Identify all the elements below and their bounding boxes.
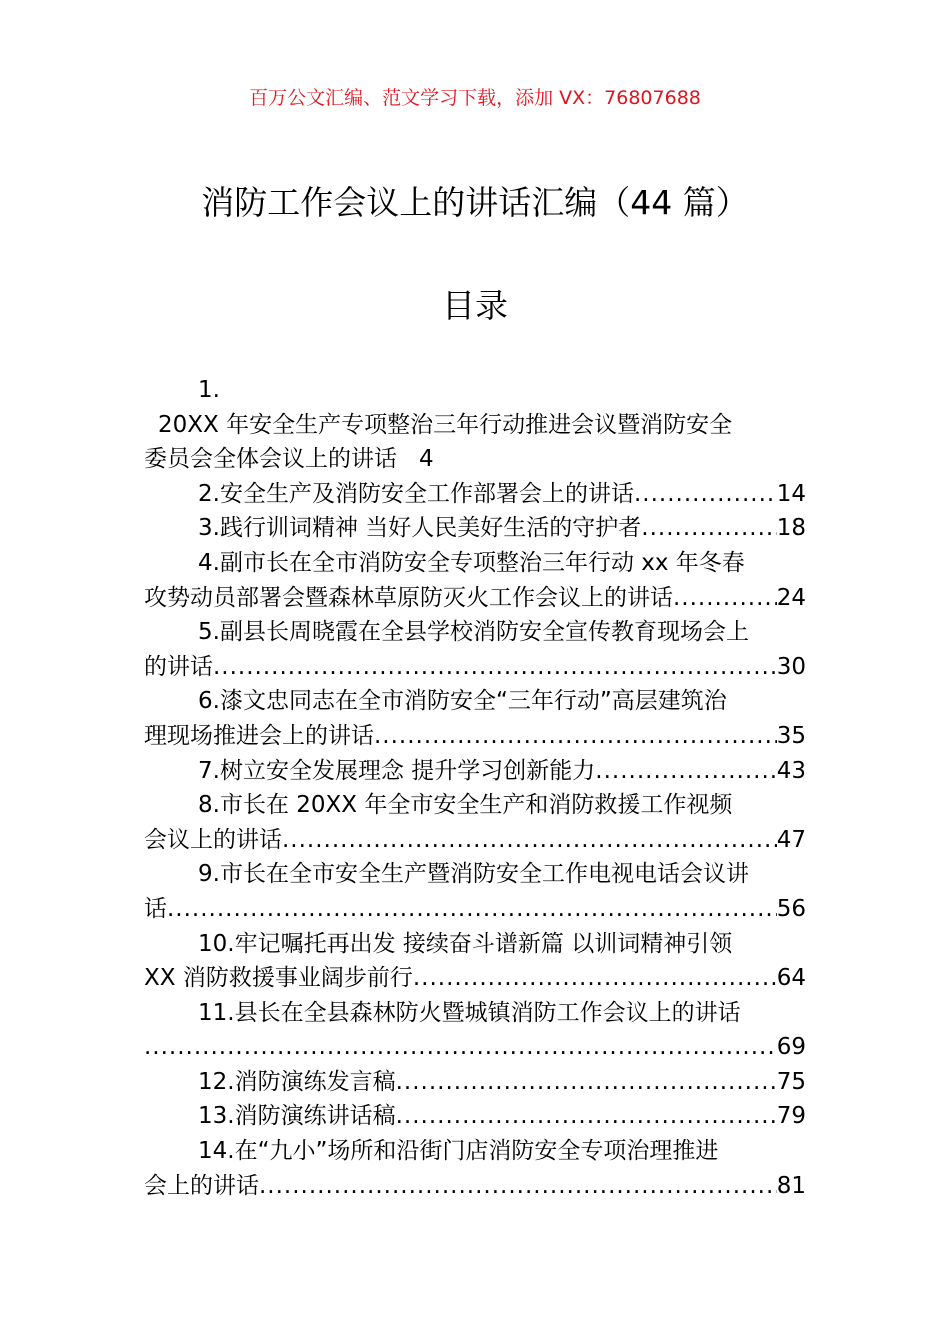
toc-entry-page: 43 bbox=[776, 757, 806, 784]
toc-entry-text: 14.在“九小”场所和沿街门店消防安全专项治理推进 bbox=[198, 1138, 719, 1165]
toc-entry-text: 委员会全体会议上的讲话 bbox=[144, 446, 397, 473]
toc-leader-dots bbox=[634, 477, 777, 512]
toc-entry-page: 30 bbox=[776, 653, 806, 680]
toc-entry-text: 理现场推进会上的讲话 bbox=[144, 722, 374, 749]
toc-leader-dots bbox=[259, 1169, 777, 1204]
toc-leader-dots bbox=[396, 1099, 777, 1134]
toc-entry-8[interactable] bbox=[144, 788, 806, 857]
toc-entry-text: 5.副县长周晓霞在全县学校消防安全宣传教育现场会上 bbox=[198, 619, 749, 646]
toc-entry-text: 13.消防演练讲话稿 bbox=[198, 1103, 396, 1130]
toc-entry-line bbox=[144, 511, 806, 546]
toc-entry-text: 8.市长在 20XX 年全市安全生产和消防救援工作视频 bbox=[198, 792, 733, 819]
toc-leader-dots bbox=[595, 754, 776, 789]
toc-entry-line bbox=[144, 477, 806, 512]
toc-entry-text: 9.市长在全市安全生产暨消防安全工作电视电话会议讲 bbox=[198, 861, 749, 888]
toc-entry-text: 3.践行训词精神 当好人民美好生活的守护者 bbox=[198, 515, 642, 542]
toc-entry-page: 79 bbox=[776, 1103, 806, 1130]
toc-entry-text: 的讲话 bbox=[144, 653, 213, 680]
toc-entry-9[interactable] bbox=[144, 857, 806, 926]
toc-entry-14[interactable] bbox=[144, 1134, 806, 1203]
toc-entry-page: 4 bbox=[419, 446, 434, 473]
table-of-contents bbox=[144, 373, 806, 1203]
toc-entry-text: 7.树立安全发展理念 提升学习创新能力 bbox=[198, 757, 596, 784]
toc-entry-text: 12.消防演练发言稿 bbox=[198, 1068, 396, 1095]
toc-leader-dots bbox=[144, 1030, 777, 1065]
toc-entry-line bbox=[144, 892, 806, 927]
document-title: 消防工作会议上的讲话汇编（44 篇） bbox=[201, 183, 749, 222]
toc-entry-line bbox=[144, 961, 806, 996]
toc-entry-page: 56 bbox=[776, 895, 806, 922]
toc-entry-line bbox=[144, 442, 806, 477]
toc-entry-4[interactable] bbox=[144, 546, 806, 615]
toc-entry-text: XX 消防救援事业阔步前行 bbox=[144, 965, 413, 992]
toc-entry-6[interactable] bbox=[144, 684, 806, 753]
toc-entry-2[interactable] bbox=[144, 477, 806, 512]
toc-entry-1[interactable] bbox=[144, 373, 806, 477]
toc-entry-line bbox=[144, 1065, 806, 1100]
toc-leader-dots bbox=[167, 892, 777, 927]
toc-entry-line bbox=[144, 754, 806, 789]
toc-entry-7[interactable] bbox=[144, 754, 806, 789]
toc-entry-text: 会议上的讲话 bbox=[144, 826, 282, 853]
toc-entry-number: 1. bbox=[198, 377, 220, 403]
toc-entry-page: 24 bbox=[776, 584, 806, 611]
toc-entry-line bbox=[144, 719, 806, 754]
toc-entry-text: 会上的讲话 bbox=[144, 1172, 259, 1199]
toc-entry-line bbox=[144, 650, 806, 685]
toc-entry-page: 35 bbox=[776, 722, 806, 749]
toc-entry-line bbox=[144, 1169, 806, 1204]
toc-entry-text: 11.县长在全县森林防火暨城镇消防工作会议上的讲话 bbox=[198, 999, 741, 1026]
toc-entry-page: 75 bbox=[776, 1068, 806, 1095]
toc-entry-5[interactable] bbox=[144, 615, 806, 684]
toc-entry-text: 2.安全生产及消防安全工作部署会上的讲话 bbox=[198, 480, 634, 507]
toc-entry-page: 47 bbox=[776, 826, 806, 853]
toc-entry-text: 4.副市长在全市消防安全专项整治三年行动 xx 年冬春 bbox=[198, 549, 745, 576]
toc-entry-text: 6.漆文忠同志在全市消防安全“三年行动”高层建筑治 bbox=[198, 688, 727, 715]
toc-leader-dots bbox=[413, 961, 777, 996]
toc-entry-page: 81 bbox=[776, 1172, 806, 1199]
toc-entry-page: 69 bbox=[776, 1034, 806, 1061]
toc-leader-dots bbox=[641, 511, 776, 546]
toc-entry-line bbox=[144, 1099, 806, 1134]
toc-heading: 目录 bbox=[442, 286, 508, 325]
toc-entry-line bbox=[144, 1030, 806, 1065]
toc-entry-line bbox=[144, 823, 806, 858]
toc-leader-dots bbox=[213, 650, 777, 685]
toc-entry-line bbox=[144, 581, 806, 616]
toc-entry-text: 10.牢记嘱托再出发 接续奋斗谱新篇 以训词精神引领 bbox=[198, 930, 733, 957]
toc-entry-page: 14 bbox=[776, 480, 806, 507]
toc-entry-text: 话 bbox=[144, 895, 167, 922]
toc-leader-dots bbox=[374, 719, 777, 754]
toc-entry-11[interactable] bbox=[144, 996, 806, 1065]
toc-entry-text: 攻势动员部署会暨森林草原防灭火工作会议上的讲话 bbox=[144, 584, 673, 611]
toc-entry-13[interactable] bbox=[144, 1099, 806, 1134]
toc-entry-page: 18 bbox=[776, 515, 806, 542]
toc-leader-dots bbox=[673, 581, 777, 616]
toc-entry-text: 20XX 年安全生产专项整治三年行动推进会议暨消防安全 bbox=[158, 411, 733, 438]
toc-leader-dots bbox=[282, 823, 777, 858]
toc-leader-dots bbox=[396, 1065, 777, 1100]
header-note: 百万公文汇编、范文学习下载，添加 VX：76807688 bbox=[249, 87, 701, 109]
toc-entry-12[interactable] bbox=[144, 1065, 806, 1100]
toc-entry-3[interactable] bbox=[144, 511, 806, 546]
toc-entry-10[interactable] bbox=[144, 927, 806, 996]
toc-entry-page: 64 bbox=[776, 965, 806, 992]
